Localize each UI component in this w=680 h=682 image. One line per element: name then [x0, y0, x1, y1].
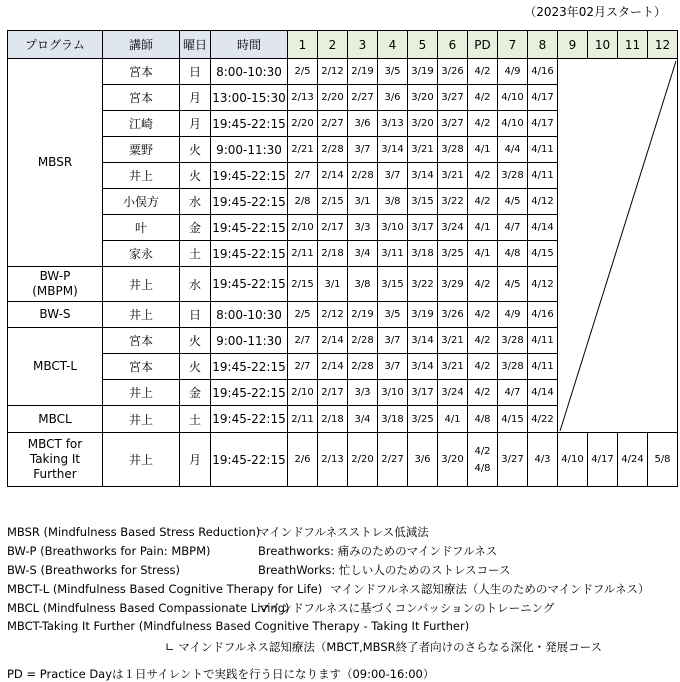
session-date: 4/7	[498, 380, 528, 406]
session-date: 3/19	[408, 302, 438, 328]
session-date: 3/14	[408, 354, 438, 380]
day-of-week: 火	[180, 163, 211, 189]
legend-english: BW-P (Breathworks for Pain: MBPM)	[7, 544, 211, 558]
session-date: 4/2	[468, 59, 498, 85]
session-date: 3/21	[408, 137, 438, 163]
session-date: 3/20	[438, 433, 468, 487]
instructor-name: 江崎	[103, 111, 180, 137]
session-date: 3/3	[348, 380, 378, 406]
session-date: 3/28	[498, 328, 528, 354]
legend-line	[7, 543, 497, 559]
legend-line	[7, 524, 429, 540]
session-date: 2/28	[348, 354, 378, 380]
session-date: 2/19	[348, 302, 378, 328]
session-date: 4/12	[528, 267, 558, 302]
session-date: 2/27	[378, 433, 408, 487]
session-date: 3/1	[318, 267, 348, 302]
session-date: 3/3	[348, 215, 378, 241]
session-date: 4/9	[498, 302, 528, 328]
session-date: 3/8	[348, 267, 378, 302]
session-date: 3/24	[438, 215, 468, 241]
session-date: 2/12	[318, 302, 348, 328]
instructor-name: 小俣方	[103, 189, 180, 215]
session-date: 4/2	[468, 111, 498, 137]
session-date: 4/2 4/8	[468, 433, 498, 487]
instructor-name: 井上	[103, 406, 180, 433]
session-date: 4/3	[528, 433, 558, 487]
time-range: 13:00-15:30	[211, 85, 288, 111]
legend-japanese: マインドフルネスストレス低減法	[258, 525, 429, 539]
session-date: 3/6	[408, 433, 438, 487]
header-program: プログラム	[8, 31, 103, 59]
session-date: 2/20	[318, 85, 348, 111]
schedule-table	[7, 30, 678, 487]
legend-english: MBCT-L (Mindfulness Based Cognitive Therapy for Life)	[7, 582, 323, 596]
session-date: 3/18	[378, 406, 408, 433]
session-date: 2/27	[318, 111, 348, 137]
day-of-week: 日	[180, 302, 211, 328]
legend-english: MBSR (Mindfulness Based Stress Reduction)	[7, 525, 261, 539]
time-range: 8:00-10:30	[211, 302, 288, 328]
session-date: 2/17	[318, 215, 348, 241]
session-date: 2/15	[288, 267, 318, 302]
session-date: 3/4	[348, 406, 378, 433]
session-date: 4/22	[528, 406, 558, 433]
session-date: 3/14	[378, 137, 408, 163]
day-of-week: 水	[180, 189, 211, 215]
session-date: 4/4	[498, 137, 528, 163]
session-date: 4/1	[438, 406, 468, 433]
session-date: 3/26	[438, 59, 468, 85]
table-row	[8, 59, 678, 85]
time-range: 19:45-22:15	[211, 406, 288, 433]
session-date: 4/10	[498, 111, 528, 137]
legend-line	[7, 581, 649, 597]
session-date: 2/18	[318, 406, 348, 433]
session-date: 3/7	[378, 328, 408, 354]
session-date: 4/17	[588, 433, 618, 487]
session-date: 2/15	[318, 189, 348, 215]
program-name: BW-S	[8, 302, 103, 328]
session-date: 2/20	[288, 111, 318, 137]
day-of-week: 金	[180, 380, 211, 406]
session-date: 3/27	[438, 111, 468, 137]
session-date: 2/7	[288, 328, 318, 354]
session-date: 4/2	[468, 267, 498, 302]
session-date: 2/5	[288, 59, 318, 85]
header-session-12: 12	[648, 31, 678, 59]
session-date: 3/20	[408, 85, 438, 111]
session-date: 4/5	[498, 189, 528, 215]
session-date: 3/10	[378, 380, 408, 406]
day-of-week: 月	[180, 85, 211, 111]
program-name: MBSR	[8, 59, 103, 267]
legend-japanese: ∟ マインドフルネス認知療法（MBCT,MBSR終了者向けのさらなる深化・発展コース	[165, 640, 603, 654]
session-date: 3/10	[378, 215, 408, 241]
session-date: 2/17	[318, 380, 348, 406]
session-date: 2/7	[288, 163, 318, 189]
session-date: 2/14	[318, 354, 348, 380]
time-range: 19:45-22:15	[211, 111, 288, 137]
instructor-name: 井上	[103, 433, 180, 487]
session-date: 4/9	[498, 59, 528, 85]
session-date: 4/2	[468, 163, 498, 189]
header-session-2: 2	[318, 31, 348, 59]
session-date: 4/16	[528, 302, 558, 328]
session-date: 2/5	[288, 302, 318, 328]
session-date: 4/2	[468, 302, 498, 328]
legend-line	[7, 639, 602, 655]
header-instructor: 講師	[103, 31, 180, 59]
session-date: 3/17	[408, 215, 438, 241]
session-date: 4/15	[528, 241, 558, 267]
legend-english: MBCL (Mindfulness Based Compassionate Living)	[7, 601, 290, 615]
session-date: 2/7	[288, 354, 318, 380]
session-date: 3/5	[378, 302, 408, 328]
session-date: 3/15	[378, 267, 408, 302]
session-date: 3/18	[408, 241, 438, 267]
session-date: 3/6	[348, 111, 378, 137]
session-date: 4/15	[498, 406, 528, 433]
instructor-name: 井上	[103, 267, 180, 302]
time-range: 19:45-22:15	[211, 433, 288, 487]
session-date: 4/14	[528, 380, 558, 406]
time-range: 8:00-10:30	[211, 59, 288, 85]
session-date: 3/11	[378, 241, 408, 267]
instructor-name: 家永	[103, 241, 180, 267]
day-of-week: 土	[180, 406, 211, 433]
instructor-name: 宮本	[103, 85, 180, 111]
legend-english: BW-S (Breathworks for Stress)	[7, 563, 181, 577]
session-date: 3/25	[438, 241, 468, 267]
legend-english: MBCT-Taking It Further (Mindfulness Based Cognitive Therapy - Taking It Further)	[7, 619, 470, 633]
instructor-name: 宮本	[103, 328, 180, 354]
session-date: 4/16	[528, 59, 558, 85]
instructor-name: 粟野	[103, 137, 180, 163]
day-of-week: 土	[180, 241, 211, 267]
time-range: 19:45-22:15	[211, 267, 288, 302]
session-date: 4/24	[618, 433, 648, 487]
header-session-10: 10	[588, 31, 618, 59]
legend-japanese: マインドフルネス認知療法（人生のためのマインドフルネス）	[330, 582, 650, 596]
instructor-name: 宮本	[103, 354, 180, 380]
schedule-body	[8, 59, 678, 487]
session-date: 2/11	[288, 241, 318, 267]
session-date: 4/2	[468, 328, 498, 354]
session-date: 2/20	[348, 433, 378, 487]
session-date: 3/7	[378, 354, 408, 380]
session-date: 2/27	[348, 85, 378, 111]
session-date: 4/10	[498, 85, 528, 111]
session-date: 2/13	[288, 85, 318, 111]
program-name: MBCL	[8, 406, 103, 433]
session-date: 4/8	[498, 241, 528, 267]
time-range: 19:45-22:15	[211, 163, 288, 189]
time-range: 19:45-22:15	[211, 189, 288, 215]
header-session-6: 6	[438, 31, 468, 59]
header-session-4: 4	[378, 31, 408, 59]
session-date: 4/12	[528, 189, 558, 215]
day-of-week: 日	[180, 59, 211, 85]
session-date: 4/2	[468, 380, 498, 406]
session-date: 3/19	[408, 59, 438, 85]
session-date: 3/28	[498, 354, 528, 380]
instructor-name: 宮本	[103, 59, 180, 85]
session-date: 2/10	[288, 380, 318, 406]
session-date: 4/10	[558, 433, 588, 487]
session-date: 3/21	[438, 163, 468, 189]
header-session-1: 1	[288, 31, 318, 59]
session-date: 3/7	[378, 163, 408, 189]
session-date: 3/22	[408, 267, 438, 302]
session-date: 3/6	[378, 85, 408, 111]
start-date-note: （2023年02月スタート）	[524, 5, 666, 19]
pd-note: PD = Practice Dayは１日サイレントで実践を行う日になります（09:00-16:00）	[7, 667, 435, 681]
day-of-week: 水	[180, 267, 211, 302]
header-session-7: 7	[498, 31, 528, 59]
session-date: 4/1	[468, 137, 498, 163]
session-date: 4/2	[468, 354, 498, 380]
session-date: 3/26	[438, 302, 468, 328]
session-date: 3/27	[438, 85, 468, 111]
legend-line	[7, 600, 554, 616]
session-date: 2/28	[348, 328, 378, 354]
session-date: 3/21	[438, 328, 468, 354]
legend-japanese: Breathworks: 痛みのためのマインドフルネス	[258, 544, 498, 558]
header-day: 曜日	[180, 31, 211, 59]
session-date: 3/8	[378, 189, 408, 215]
session-date: 4/11	[528, 137, 558, 163]
session-date: 4/11	[528, 354, 558, 380]
day-of-week: 火	[180, 328, 211, 354]
header-session-8: 8	[528, 31, 558, 59]
legend-japanese: BreathWorks: 忙しい人のためのストレスコース	[258, 563, 511, 577]
day-of-week: 火	[180, 354, 211, 380]
time-range: 9:00-11:30	[211, 328, 288, 354]
header-session-pd: PD	[468, 31, 498, 59]
time-range: 19:45-22:15	[211, 241, 288, 267]
header-session-5: 5	[408, 31, 438, 59]
session-date: 3/21	[438, 354, 468, 380]
program-name: MBCT for Taking It Further	[8, 433, 103, 487]
empty-sessions-area	[558, 59, 678, 433]
session-date: 2/18	[318, 241, 348, 267]
session-date: 4/17	[528, 85, 558, 111]
session-date: 3/24	[438, 380, 468, 406]
session-date: 3/7	[348, 137, 378, 163]
session-date: 4/11	[528, 328, 558, 354]
session-date: 4/14	[528, 215, 558, 241]
session-date: 3/13	[378, 111, 408, 137]
session-date: 3/25	[408, 406, 438, 433]
session-date: 3/20	[408, 111, 438, 137]
session-date: 4/11	[528, 163, 558, 189]
day-of-week: 月	[180, 111, 211, 137]
day-of-week: 月	[180, 433, 211, 487]
session-date: 4/2	[468, 85, 498, 111]
session-date: 5/8	[648, 433, 678, 487]
session-date: 2/8	[288, 189, 318, 215]
program-name: BW-P (MBPM)	[8, 267, 103, 302]
session-date: 2/14	[318, 163, 348, 189]
time-range: 19:45-22:15	[211, 380, 288, 406]
session-date: 3/28	[438, 137, 468, 163]
session-date: 2/14	[318, 328, 348, 354]
session-date: 4/1	[468, 215, 498, 241]
session-date: 2/10	[288, 215, 318, 241]
session-date: 2/11	[288, 406, 318, 433]
session-date: 2/6	[288, 433, 318, 487]
legend-line	[7, 619, 469, 633]
session-date: 4/7	[498, 215, 528, 241]
instructor-name: 井上	[103, 380, 180, 406]
header-session-3: 3	[348, 31, 378, 59]
table-row	[8, 433, 678, 487]
session-date: 3/15	[408, 189, 438, 215]
time-range: 19:45-22:15	[211, 215, 288, 241]
session-date: 4/2	[468, 189, 498, 215]
session-date: 3/5	[378, 59, 408, 85]
schedule-table-wrapper	[7, 30, 678, 487]
session-date: 3/4	[348, 241, 378, 267]
session-date: 3/22	[438, 189, 468, 215]
header-time: 時間	[211, 31, 288, 59]
session-date: 2/19	[348, 59, 378, 85]
session-date: 2/28	[348, 163, 378, 189]
day-of-week: 金	[180, 215, 211, 241]
table-header-row	[8, 31, 678, 59]
header-session-9: 9	[558, 31, 588, 59]
session-date: 3/1	[348, 189, 378, 215]
session-date: 3/29	[438, 267, 468, 302]
header-session-11: 11	[618, 31, 648, 59]
session-date: 4/8	[468, 406, 498, 433]
session-date: 4/5	[498, 267, 528, 302]
session-date: 4/17	[528, 111, 558, 137]
session-date: 3/14	[408, 163, 438, 189]
program-name: MBCT-L	[8, 328, 103, 406]
session-date: 3/14	[408, 328, 438, 354]
instructor-name: 叶	[103, 215, 180, 241]
legend-japanese: マインドフルネスに基づくコンパッションのトレーニング	[258, 601, 555, 615]
session-date: 3/17	[408, 380, 438, 406]
time-range: 19:45-22:15	[211, 354, 288, 380]
session-date: 2/21	[288, 137, 318, 163]
session-date: 3/28	[498, 163, 528, 189]
session-date: 2/13	[318, 433, 348, 487]
legend-line	[7, 562, 511, 578]
session-date: 4/1	[468, 241, 498, 267]
instructor-name: 井上	[103, 163, 180, 189]
day-of-week: 火	[180, 137, 211, 163]
time-range: 9:00-11:30	[211, 137, 288, 163]
session-date: 2/12	[318, 59, 348, 85]
session-date: 3/27	[498, 433, 528, 487]
instructor-name: 井上	[103, 302, 180, 328]
session-date: 2/28	[318, 137, 348, 163]
